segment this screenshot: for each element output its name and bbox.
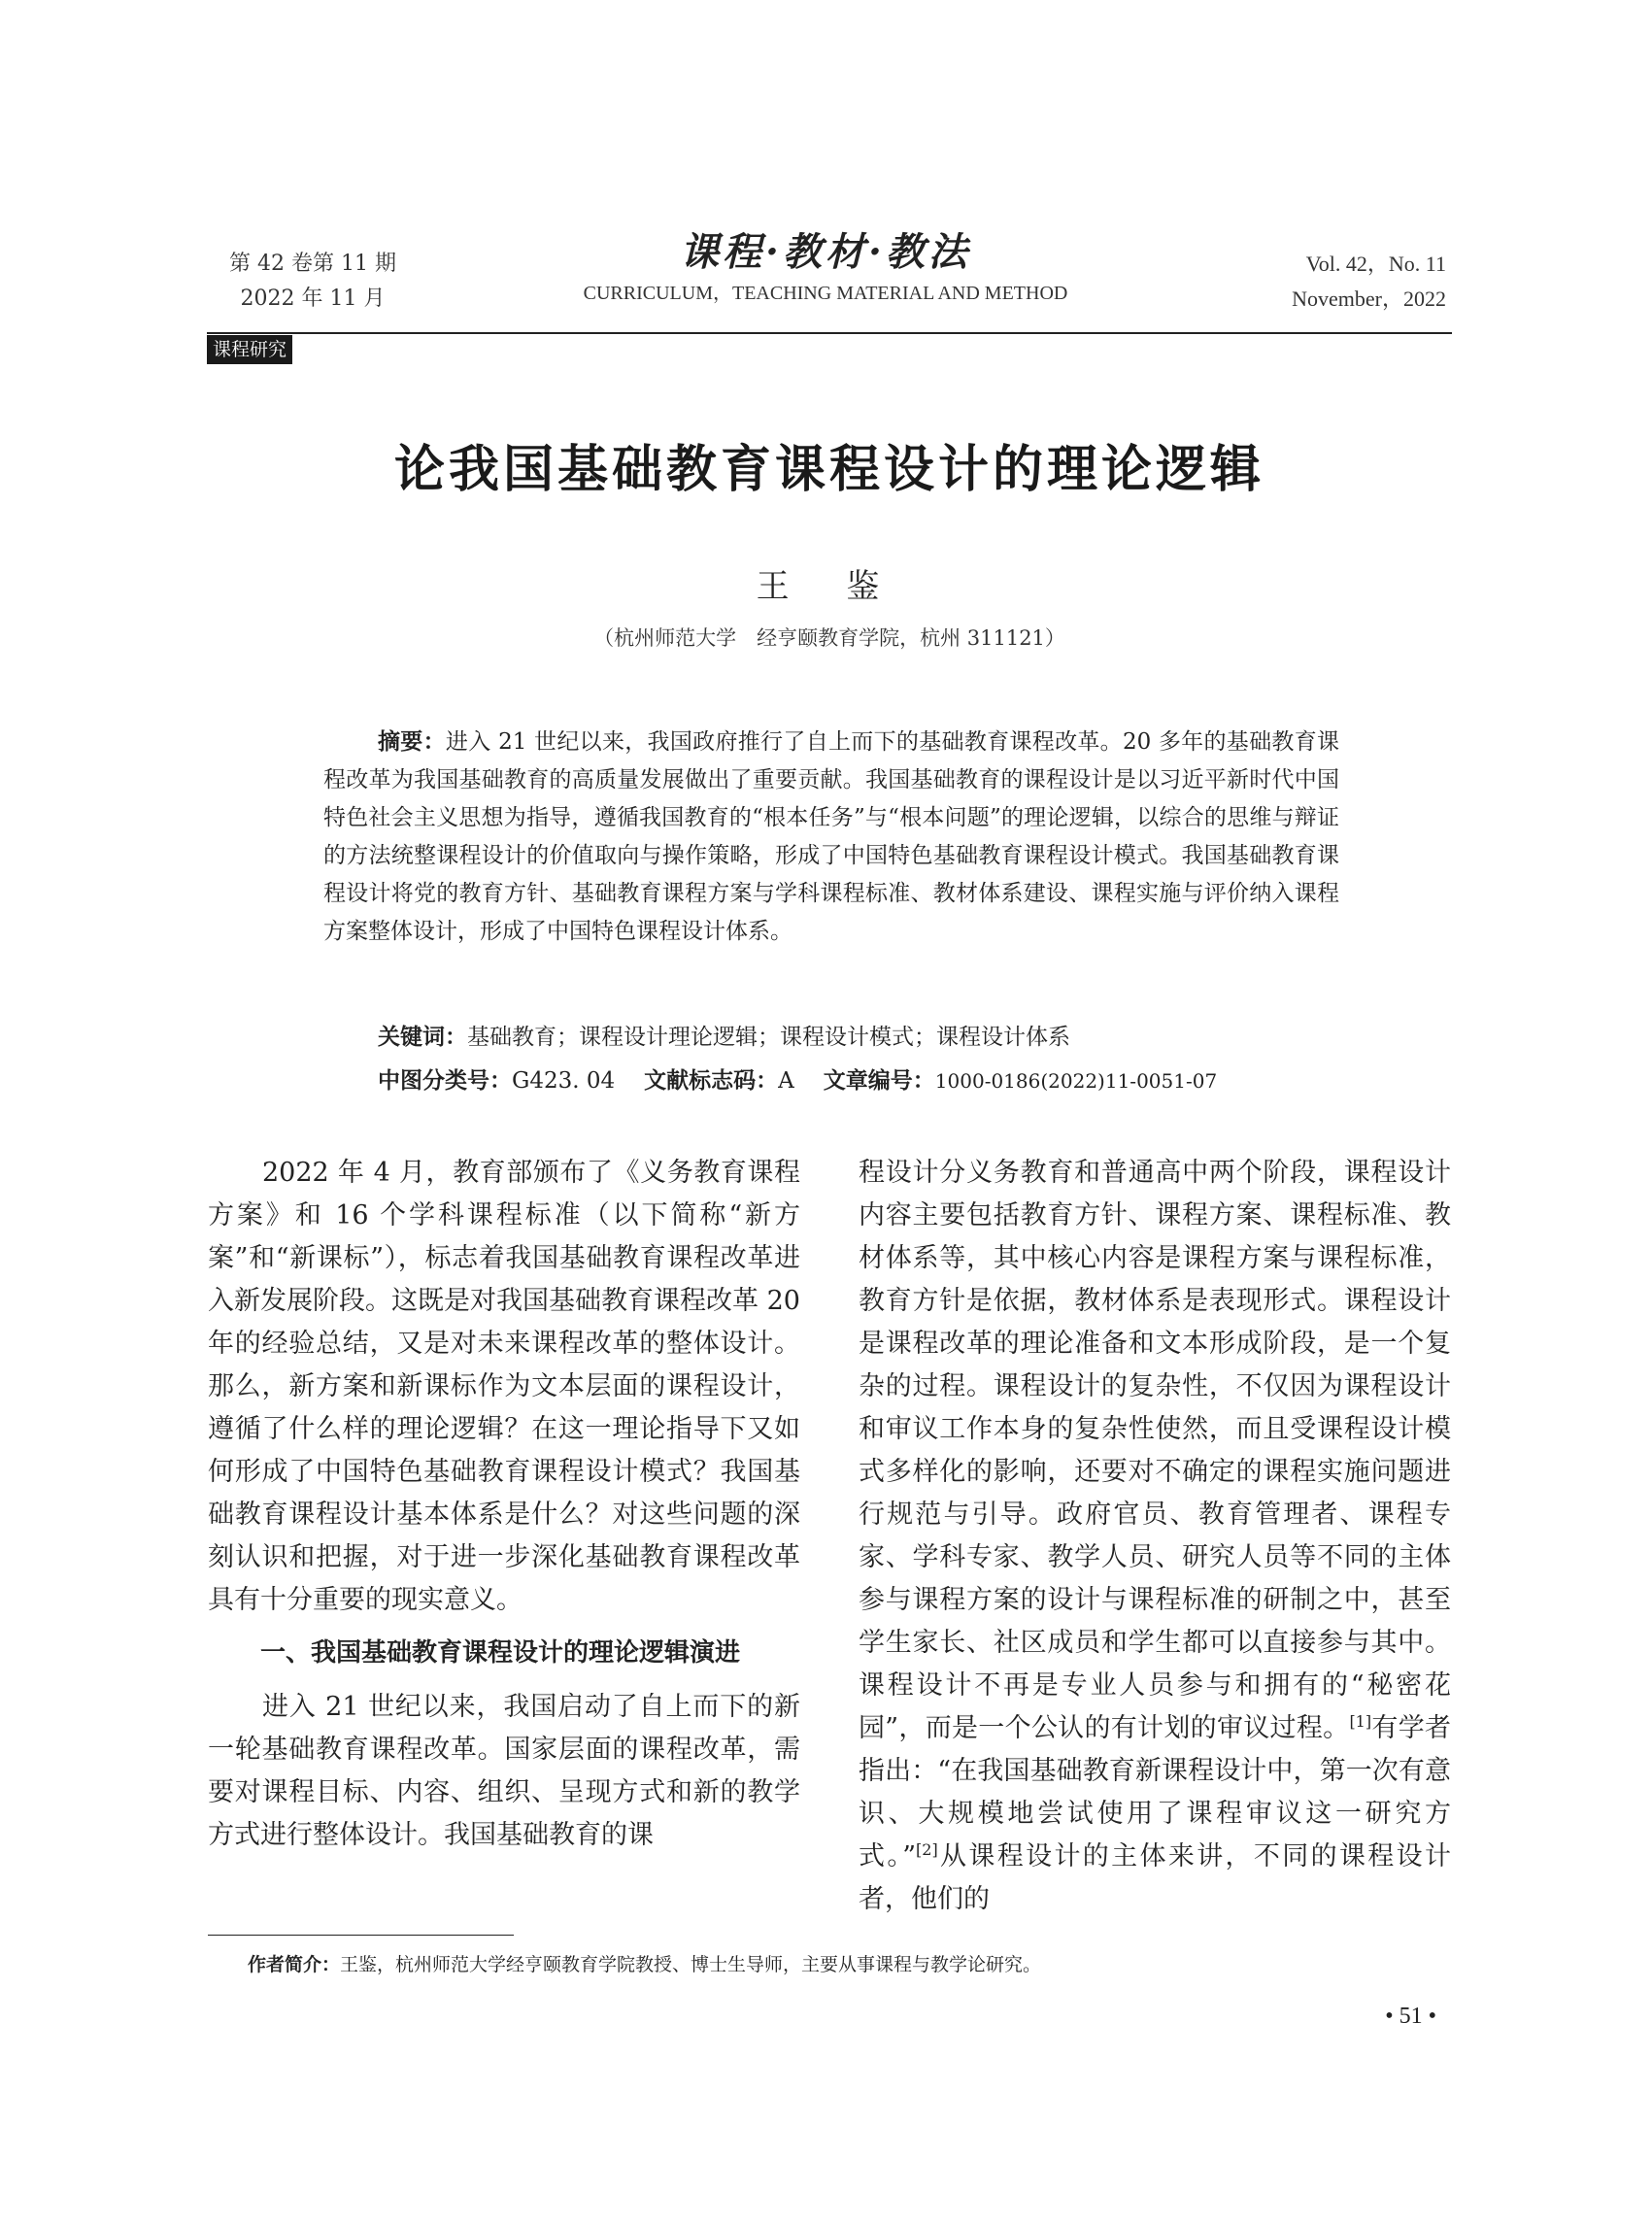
keywords — [378, 1018, 1070, 1057]
body-column-left — [208, 1152, 800, 1857]
article-no-label: 文章编号： — [823, 1068, 935, 1094]
footnote-text: 王鉴，杭州师范大学经亨颐教育学院教授、博士生导师，主要从事课程与教学论研究。 — [340, 1954, 1042, 1975]
publication-date-en: November，2022 — [1292, 287, 1446, 311]
footnote-label: 作者简介： — [248, 1954, 341, 1975]
footnote-rule — [208, 1935, 514, 1936]
continued-text-3: 从课程设计的主体来讲，不同的课程设计者，他们的 — [859, 1841, 1452, 1914]
abstract — [323, 724, 1339, 951]
abstract-text: 进入 21 世纪以来，我国政府推行了自上而下的基础教育课程改革。20 多年的基础教育课程改革为我国基础教育的高质量发展做出了重要贡献。我国基础教育的课程设计是以习近平新时代中国特色社会主义思想为指导，遵循我国教育的“根本任务”与“根本问题”的理论逻辑，以综合的思维与辩证的方法统整课程设计的价值取向与操作策略，形成了中国特色基础教育课程设计模式。我国基础教育课程设计将党的教育方针、基础教育课程方案与学科课程标准、教材体系建设、课程实施与评价纳入课程方案整体设计，形成了中国特色课程设计体系。 — [323, 729, 1340, 944]
citation-2: [2] — [916, 1840, 938, 1859]
author-name: 王 鉴 — [756, 567, 903, 606]
section-1-paragraph: 进入 21 世纪以来，我国启动了自上而下的新一轮基础教育课程改革。国家层面的课程改革，需要对课程目标、内容、组织、呈现方式和新的教学方式进行整体设计。我国基础教育的课 — [208, 1692, 800, 1850]
header-volume-cn — [225, 247, 400, 317]
page-number: • 51 • — [1385, 2004, 1436, 2029]
header-rule — [207, 332, 1452, 334]
intro-paragraph: 2022 年 4 月，教育部颁布了《义务教育课程方案》和 16 个学科课程标准（以下简称“新方案”和“新课标”），标志着我国基础教育课程改革进入新发展阶段。这既是对我国基础教育课程改革 20 年的经验总结，又是对未来课程改革的整体设计。那么，新方案和新课标作为文本层面的课程设计，遵循了什么样的理论逻辑？在这一理论指导下又如何形成了中国特色基础教育课程设计模式？我国基础教育课程设计基本体系是什么？对这些问题的深刻认识和把握，对于进一步深化基础教育课程改革具有十分重要的现实意义。 — [208, 1158, 800, 1615]
clc-value: G423. 04 — [512, 1068, 616, 1094]
section-tag: 课程研究 — [207, 335, 292, 364]
journal-masthead — [515, 225, 1136, 307]
section-heading-1: 一、我国基础教育课程设计的理论逻辑演进 — [260, 1638, 741, 1668]
author-footnote — [248, 1950, 1041, 1979]
article-title: 论我国基础教育课程设计的理论逻辑 — [393, 441, 1264, 499]
clc-label: 中图分类号： — [378, 1068, 512, 1094]
classification-line — [378, 1062, 1217, 1100]
continued-text-2: 有学者指出：“在我国基础教育新课程设计中，第一次有意识、大规模地尝试使用了课程审议这一研究方式。” — [859, 1713, 1451, 1871]
doc-code-label: 文献标志码： — [644, 1068, 779, 1094]
citation-1: [1] — [1349, 1712, 1372, 1731]
journal-title-en: CURRICULUM，TEACHING MATERIAL AND METHOD — [583, 283, 1068, 304]
keywords-label: 关键词： — [378, 1025, 467, 1050]
body-column-right — [859, 1152, 1451, 1921]
keywords-text: 基础教育；课程设计理论逻辑；课程设计模式；课程设计体系 — [467, 1025, 1070, 1050]
abstract-label: 摘要： — [378, 729, 446, 755]
publication-date-cn: 2022 年 11 月 — [240, 287, 386, 311]
author-affiliation: （杭州师范大学 经亨颐教育学院，杭州 311121） — [593, 626, 1065, 650]
volume-issue-en: Vol. 42，No. 11 — [1305, 252, 1446, 276]
article-no-value: 1000-0186(2022)11-0051-07 — [934, 1069, 1218, 1093]
journal-title-cn: 课程·教材·教法 — [680, 229, 971, 275]
section-1-continued — [859, 1152, 1451, 1921]
volume-issue-cn: 第 42 卷第 11 期 — [229, 252, 396, 276]
continued-text-1: 程设计分义务教育和普通高中两个阶段，课程设计内容主要包括教育方针、课程方案、课程标准、教材体系等，其中核心内容是课程方案与课程标准，教育方针是依据，教材体系是表现形式。课程设计是课程改革的理论准备和文本形成阶段，是一个复杂的过程。课程设计的复杂性，不仅因为课程设计和审议工作本身的复杂性使然，而且受课程设计模式多样化的影响，还要对不确定的课程实施问题进行规范与引导。政府官员、教育管理者、课程专家、学科专家、教学人员、研究人员等不同的主体参与课程方案的设计与课程标准的研制之中，甚至学生家长、社区成员和学生都可以直接参与其中。课程设计不再是专业人员参与和拥有的“秘密花园”，而是一个公认的有计划的审议过程。 — [859, 1158, 1451, 1743]
doc-code-value: A — [778, 1068, 794, 1094]
header-volume-en — [1213, 247, 1446, 317]
